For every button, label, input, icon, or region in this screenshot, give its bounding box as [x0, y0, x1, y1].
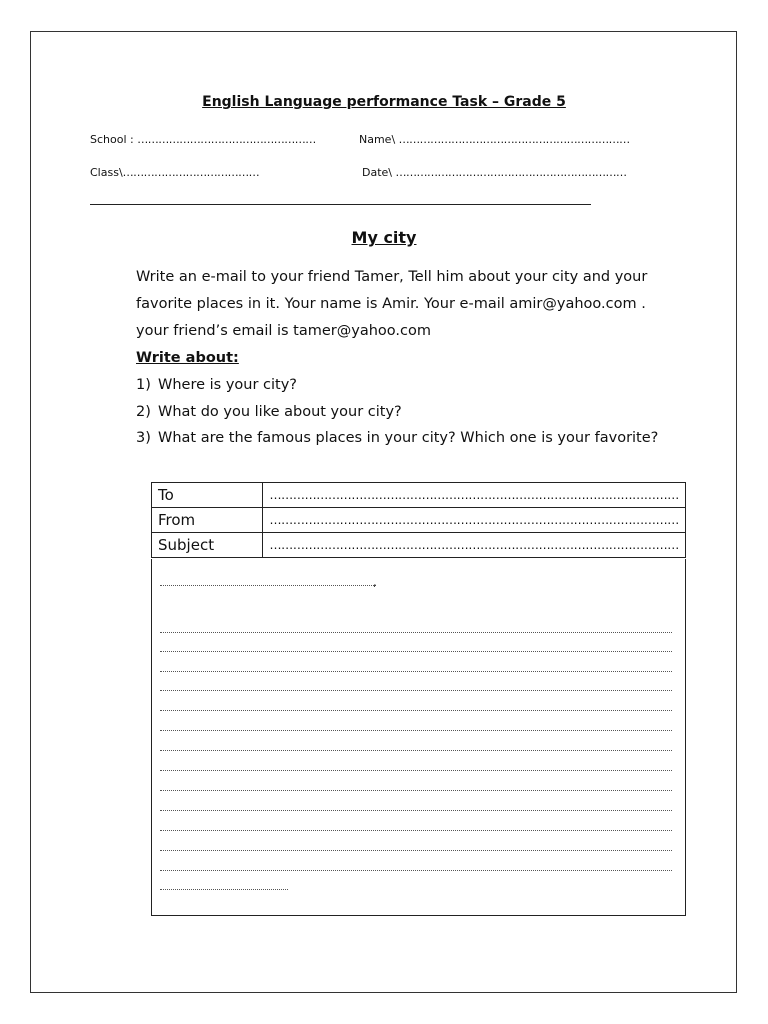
name-field[interactable]	[359, 133, 630, 146]
class-label: Class\	[90, 166, 123, 179]
writing-line[interactable]	[160, 830, 672, 831]
writing-line[interactable]	[160, 850, 672, 851]
question-number: 3)	[136, 430, 151, 446]
question-item	[136, 372, 666, 399]
question-number: 2)	[136, 403, 151, 420]
writing-line[interactable]	[160, 730, 672, 731]
class-field[interactable]	[90, 166, 259, 179]
greeting-comma: ,	[373, 576, 377, 589]
name-label: Name\	[359, 133, 396, 146]
subject-blank[interactable]: ……………………………………………………………………………………………	[263, 533, 686, 558]
question-text: What are the famous places in your city? Which one is your favorite?	[158, 430, 659, 446]
date-label: Date\	[362, 166, 392, 179]
writing-line[interactable]	[160, 870, 672, 871]
school-label: School :	[90, 133, 134, 146]
writing-line[interactable]	[160, 710, 672, 711]
from-blank[interactable]: ……………………………………………………………………………………………	[263, 508, 686, 533]
email-body-box[interactable]	[151, 559, 686, 916]
question-list	[136, 372, 666, 452]
date-field[interactable]	[362, 166, 627, 179]
question-item	[136, 425, 666, 452]
question-item	[136, 399, 666, 426]
topic-title: My city	[351, 228, 417, 247]
writing-line[interactable]	[160, 651, 672, 652]
closing-blank-line[interactable]	[160, 889, 288, 890]
question-text: What do you like about your city?	[158, 403, 402, 420]
email-row-to	[152, 483, 686, 508]
writing-line[interactable]	[160, 632, 672, 633]
school-blank[interactable]: ……………………………………………	[137, 133, 316, 146]
write-about-heading: Write about:	[136, 350, 239, 366]
from-label: From	[152, 508, 263, 533]
writing-line[interactable]	[160, 750, 672, 751]
to-label: To	[152, 483, 263, 508]
subject-label: Subject	[152, 533, 263, 558]
class-blank[interactable]: …………………………………	[122, 166, 260, 179]
to-blank[interactable]: ……………………………………………………………………………………………	[263, 483, 686, 508]
question-number: 1)	[136, 377, 151, 393]
school-field[interactable]	[90, 133, 316, 146]
task-instructions: Write an e-mail to your friend Tamer, Tell him about your city and your favorite places in it. Your name is Amir. Your e-mail amir@yahoo.com . your friend’s email is tamer@yahoo.com	[136, 269, 648, 339]
question-text: Where is your city?	[158, 377, 297, 393]
worksheet-title: English Language performance Task – Grade 5	[202, 94, 566, 110]
writing-line[interactable]	[160, 810, 672, 811]
writing-line[interactable]	[160, 690, 672, 691]
writing-line[interactable]	[160, 770, 672, 771]
email-row-subject	[152, 533, 686, 558]
header-divider	[90, 204, 591, 205]
writing-line[interactable]	[160, 671, 672, 672]
greeting-blank-line[interactable]	[160, 585, 376, 586]
name-blank[interactable]: …………………………………………………………	[398, 133, 630, 146]
writing-line[interactable]	[160, 790, 672, 791]
date-blank[interactable]: …………………………………………………………	[395, 166, 627, 179]
email-header-table	[151, 482, 686, 558]
email-row-from	[152, 508, 686, 533]
